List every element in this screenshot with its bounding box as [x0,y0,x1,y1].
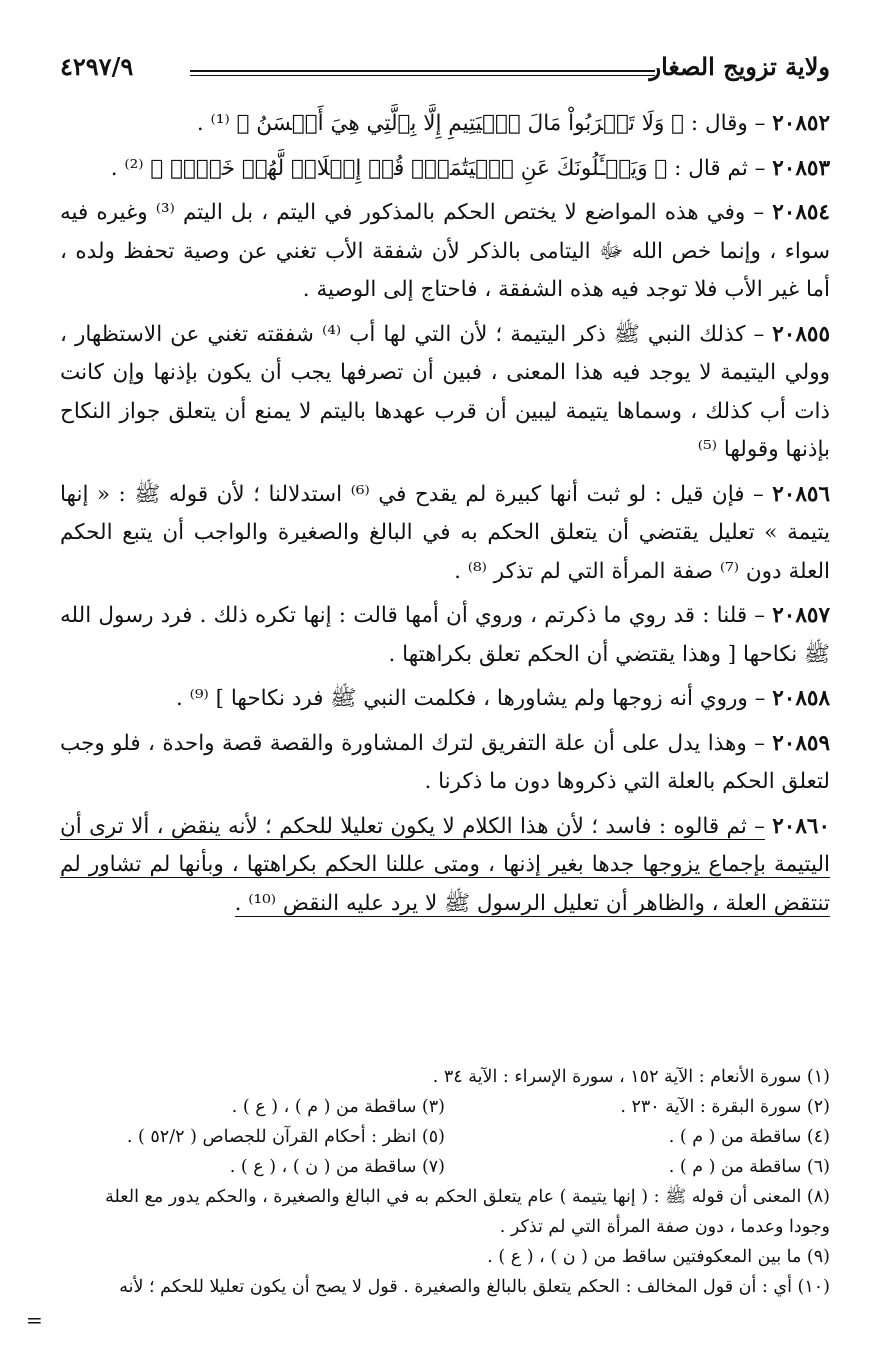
paragraph-number: ٢٠٨٥٤ [772,200,830,225]
footnote-9: (٩) ما بين المعكوفتين ساقط من ( ن ) ، ( ع ) . [487,1247,830,1267]
paragraph-20855 [60,316,830,470]
footnote-5: (٥) انظر : أحكام القرآن للجصاص ( ٥٢/٢ ) . [126,1127,445,1147]
footnote-row [60,1122,830,1152]
paragraph-text: – وروي أنه زوجها ولم يشاورها ، فكلمت النبي ﷺ فرد نكاحها ] ⁽⁹⁾ . [175,686,766,711]
paragraph-20852 [60,105,830,144]
paragraph-20857 [60,597,830,674]
paragraph-20854 [60,194,830,310]
paragraph-number: ٢٠٨٥٥ [772,321,830,347]
paragraph-number: ٢٠٨٥٨ [772,686,830,711]
paragraph-text: – وهذا يدل على أن علة التفريق لترك المشاورة والقصة قصة واحدة ، فلو وجب لتعلق الحكم بالعلة التي ذكروها دون ما ذكرنا . [60,730,830,794]
footnote-4: (٤) ساقطة من ( م ) . [668,1127,830,1147]
footnote-1: (١) سورة الأنعام : الآية ١٥٢ ، سورة الإسراء : الآية ٣٤ . [432,1067,830,1087]
paragraph-20853 [60,150,830,189]
paragraph-number: ٢٠٨٥٣ [772,155,830,181]
book-page [26,50,830,1332]
page-header [60,50,830,90]
continuation-mark: = [26,1308,43,1332]
footnote-10: (١٠) أي : أن قول المخالف : الحكم يتعلق بالبالغ والصغيرة . قول لا يصح أن يكون تعليلا للحكم ؛ لأنه [119,1277,830,1297]
paragraph-text: – ثم قال : ﴿ وَيَسۡـَٔلُونَكَ عَنِ ٱلۡيَتَٰمَىٰۖ قُلۡ إِصۡلَاحٞ لَّهُمۡ خَيۡرٞ ﴾ ⁽²⁾ . [110,155,766,181]
paragraph-number: ٢٠٨٥٧ [772,603,830,628]
main-text [60,105,830,929]
footnote-3: (٣) ساقطة من ( م ) ، ( ع ) . [231,1097,445,1117]
page-title: ولاية تزويج الصغار [649,52,830,81]
paragraph-number: ٢٠٨٥٦ [772,481,830,507]
footnote-8: (٨) المعنى أن قوله ﷺ : ( إنها يتيمة ) عام يتعلق الحكم به في البالغ والصغيرة ، والحكم يدور مع العلة وجودا وعدما ، دون صفة المرأة التي لم تذكر . [105,1187,830,1237]
paragraph-text: – ثم قالوه : فاسد ؛ لأن هذا الكلام لا يكون تعليلا للحكم ؛ لأنه ينقض ، ألا ترى أن اليتيمة بإجماع يزوجها جدها بغير إذنها ، ومتى عللنا الحكم بكراهتها ، وبأنها لم تشاور لم تنتقض العلة ، والظاهر أن تعليل الرسول ﷺ لا يرد عليه النقض ⁽¹⁰⁾ . [60,813,830,916]
paragraph-text: – وفي هذه المواضع لا يختص الحكم بالمذكور في اليتم ، بل اليتم ⁽³⁾ وغيره فيه سواء ، وإنما خص الله ﷻ اليتامى بالذكر لأن شفقة الأب تغني عن وصية تحفظ ولده ، أما غير الأب فلا توجد فيه هذه الشفقة ، فاحتاج إلى الوصية . [60,200,830,302]
footnote-row [60,1092,830,1122]
paragraph-number: ٢٠٨٥٢ [772,111,830,136]
footnote-row [60,1152,830,1182]
paragraph-20856 [60,476,830,592]
paragraph-number: ٢٠٨٦٠ [772,813,830,839]
paragraph-text: – قلنا : قد روي ما ذكرتم ، وروي أن أمها قالت : إنها تكره ذلك . فرد رسول الله ﷺ نكاحها [ وهذا يقتضي أن الحكم تعلق بكراهتها . [60,603,830,667]
paragraph-20860 [60,808,830,924]
header-rule-thin [190,75,655,76]
footnotes [60,1062,830,1302]
page-number: ٤٢٩٧/٩ [60,52,134,81]
header-rule [190,70,655,72]
paragraph-text: – فإن قيل : لو ثبت أنها كبيرة لم يقدح في ⁽⁶⁾ استدلالنا ؛ لأن قوله ﷺ : « إنها يتيمة » تعليل يقتضي أن يتعلق الحكم به في البالغ والصغيرة والواجب أن يتبع الحكم العلة دون ⁽⁷⁾ صفة المرأة التي لم تذكر ⁽⁸⁾ . [60,481,830,584]
paragraph-text: – وقال : ﴿ وَلَا تَقۡرَبُواْ مَالَ ٱلۡيَتِيمِ إِلَّا بِٱلَّتِي هِيَ أَحۡسَنُ ﴾ ⁽¹⁾ . [196,111,766,136]
footnote-6: (٦) ساقطة من ( م ) . [668,1157,830,1177]
paragraph-20859 [60,725,830,802]
footnote-2: (٢) سورة البقرة : الآية ٢٣٠ . [620,1097,830,1117]
paragraph-text: – كذلك النبي ﷺ ذكر اليتيمة ؛ لأن التي لها أب ⁽⁴⁾ شفقته تغني عن الاستظهار ، وولي اليتيمة لا يوجد فيه هذا المعنى ، فبين أن تصرفها يجب أن يكون بإذنها وإن كانت ذات أب كذلك ، وسماها يتيمة ليبين أن قرب عهدها باليتم لا يمنع أن يتعلق جواز النكاح بإذنها وقولها ⁽⁵⁾ [60,321,830,462]
footnote-7: (٧) ساقطة من ( ن ) ، ( ع ) . [229,1157,445,1177]
paragraph-number: ٢٠٨٥٩ [772,730,830,756]
paragraph-20858 [60,680,830,719]
